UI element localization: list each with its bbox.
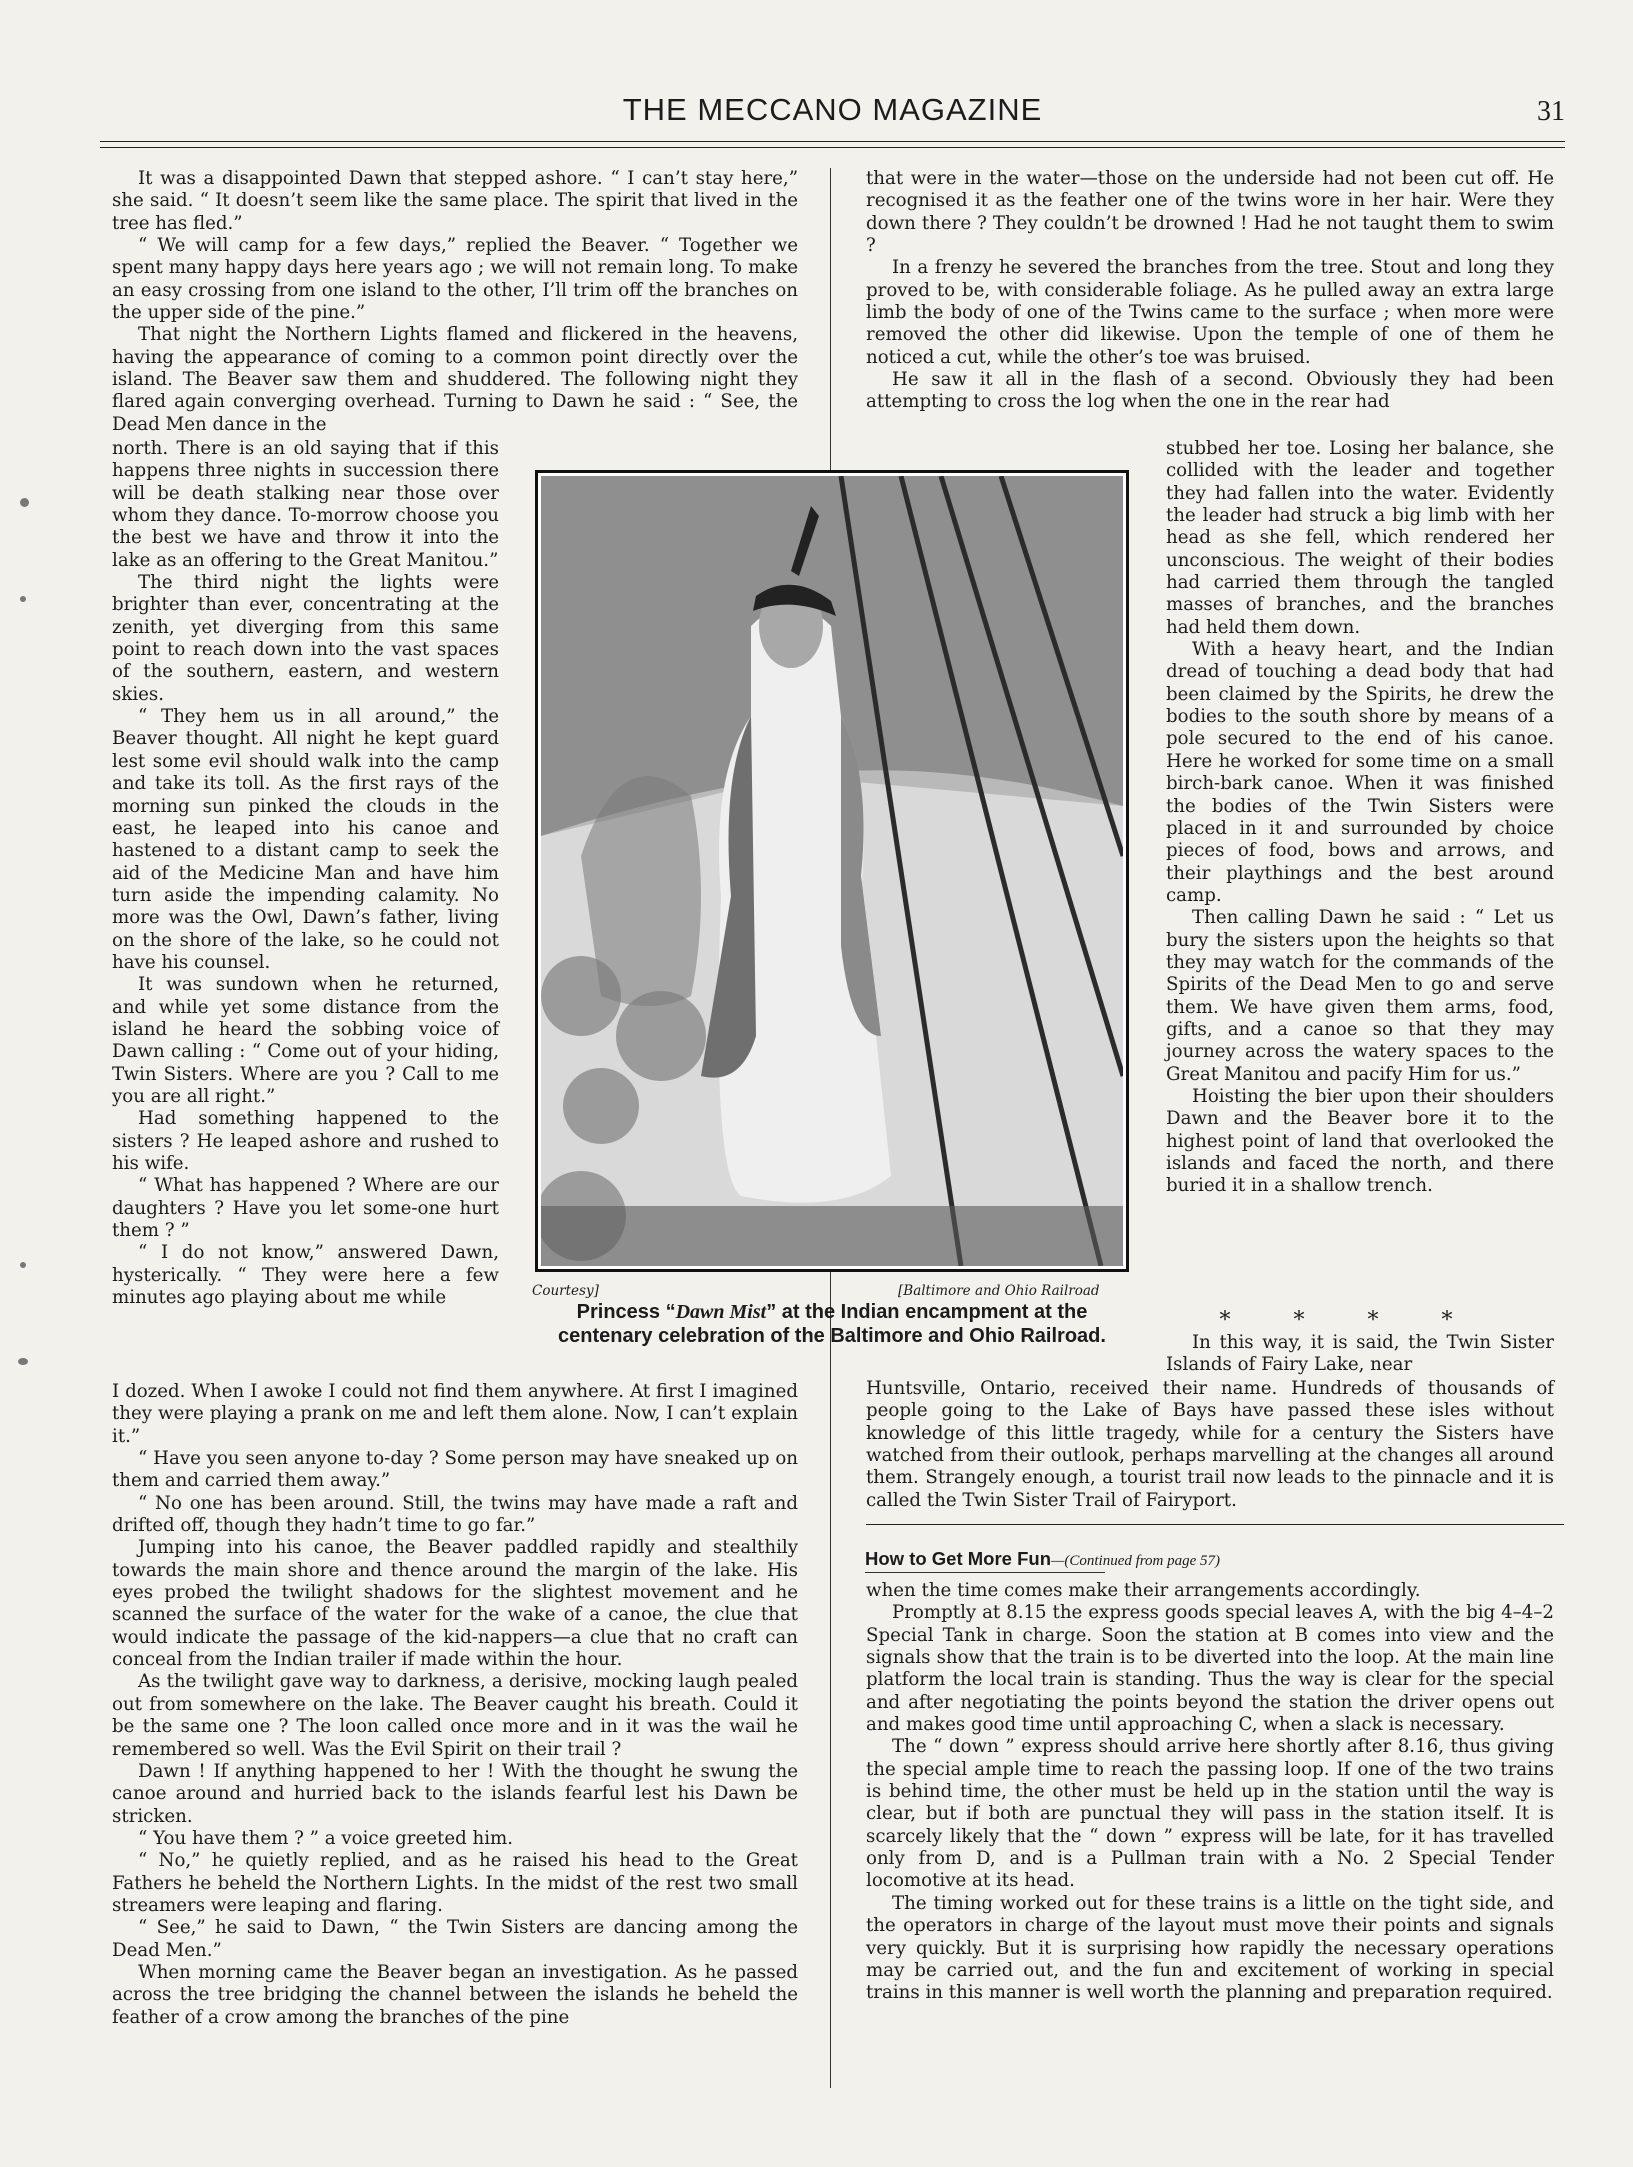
section-subtitle: —(Continued from page 57)	[1051, 1553, 1221, 1569]
paragraph: stubbed her toe. Losing her balance, she collided with the leader and together they had fallen into the water. Evidently the leader had struck a big limb with her head as she fell, which rendered her unconscious. The weight of their bodies had carried them through the tangled masses of branches, and the branches had held them down.	[1166, 438, 1554, 638]
photo-caption	[530, 1300, 1134, 1348]
paragraph: north. There is an old saying that if this happens three nights in succession there will be death stalking near those over whom they dance. To-morrow choose you the best we have and throw it into the lake as an offering to the Great Manitou.”	[112, 438, 499, 571]
scan-mark	[20, 596, 26, 602]
paragraph: “ I do not know,” answered Dawn, hysterically. “ They were here a few minutes ago playing about me while	[112, 1242, 499, 1309]
scan-mark	[18, 1358, 28, 1365]
paragraph: It was a disappointed Dawn that stepped ashore. “ I can’t stay here,” she said. “ It doesn’t seem like the same place. The spirit that lived in the tree has fled.”	[112, 168, 798, 234]
photo-illustration	[541, 476, 1123, 1266]
paragraph: Jumping into his canoe, the Beaver paddled rapidly and stealthily towards the main shore and thence around the margin of the lake. His eyes probed the twilight shadows for the slightest movement and he scanned the surface of the water for the wake of a canoe, the clue that would indicate the passage of the kid-nappers—a clue that no craft can conceal from the Indian trailer if made within the hour.	[112, 1537, 798, 1671]
paragraph: He saw it all in the flash of a second. Obviously they had been attempting to cross the log when the one in the rear had	[866, 369, 1554, 413]
paragraph: The timing worked out for these trains is a little on the tight side, and the operators in charge of the layout must move their points and signals very quickly. But it is surprising how rapidly the necessary operations may be carried out, and the fun and excitement of working in special trains in this manner is well worth the planning and preparation required.	[866, 1892, 1554, 2004]
paragraph: when the time comes make their arrangements accordingly.	[866, 1580, 1421, 1601]
page-header	[100, 92, 1565, 132]
paragraph: As the twilight gave way to darkness, a derisive, mocking laugh pealed out from somewhere on the lake. The Beaver caught his breath. Could it be the same one ? The loon called once more and in it was the wail he remembered so well. Was the Evil Spirit on their trail ?	[112, 1671, 798, 1760]
paragraph: The third night the lights were brighter than ever, concentrating at the zenith, yet diverging from this same point to reach down into the vast spaces of the southern, eastern, and western skies.	[112, 572, 499, 705]
left-column-narrow	[112, 438, 499, 1309]
section-separator	[866, 1524, 1564, 1525]
section-title-text: How to Get More Fun	[865, 1548, 1052, 1569]
paragraph: I dozed. When I awoke I could not find them anywhere. At first I imagined they were playing a prank on me and left them alone. Now, I can’t explain it.”	[112, 1381, 798, 1447]
paragraph: Then calling Dawn he said : “ Let us bury the sisters upon the heights so that they may watch for the commands of the Spirits of the Dead Men to go and serve them. We have given them arms, food, gifts, and a canoe so that they may journey across the watery spaces to the Great Manitou and pacify Him for us.”	[1166, 907, 1554, 1085]
section-title-underline	[865, 1572, 1105, 1573]
section-title	[865, 1548, 1220, 1570]
left-column-top	[112, 168, 798, 436]
right-column-after-stars	[866, 1378, 1554, 1512]
paragraph: That night the Northern Lights flamed and flickered in the heavens, having the appearance of coming to a common point directly over the island. The Beaver saw them and shuddered. The following night they flared again converging overhead. Turning to Dawn he said : “ See, the Dead Men dance in the	[112, 324, 798, 435]
section-break-stars: * * * *	[1219, 1308, 1481, 1333]
right-column-narrow	[1166, 438, 1554, 1198]
paragraph: The “ down ” express should arrive here shortly after 8.16, thus giving the special ample time to reach the passing loop. If one of the two trains is behind time, the other must be held up in the station until the way is clear, but if both are punctual they will pass in the station itself. It is scarcely likely that the “ down ” express will be late, for it has travelled only from D, and is a Pullman train with a No. 2 Special Tender locomotive at its head.	[866, 1736, 1554, 1892]
caption-name: Dawn Mist	[675, 1301, 767, 1323]
paragraph: Hoisting the bier upon their shoulders Dawn and the Beaver bore it to the highest point of land that overlooked the islands and faced the north, and there buried it in a shallow trench.	[1166, 1085, 1554, 1197]
photo-frame	[535, 470, 1129, 1272]
page-number: 31	[1537, 96, 1565, 127]
paragraph: With a heavy heart, and the Indian dread of touching a dead body that had been claimed by the Spirits, he drew the bodies to the south shore by means of a pole secured to the end of his canoe. Here he worked for some time on a small birch-bark canoe. When it was finished the bodies of the Twin Sisters were placed in it and surrounded by choice pieces of food, bows and arrows, and their playthings and the best around camp.	[1166, 639, 1554, 906]
paragraph: When morning came the Beaver began an investigation. As he passed across the tree bridging the channel between the islands he beheld the feather of a crow among the branches of the pine	[112, 1961, 798, 2028]
paragraph: “ We will camp for a few days,” replied the Beaver. “ Together we spent many happy days here years ago ; we will not remain long. To make an easy crossing from one island to the other, I’ll trim off the branches on the upper side of the pine.”	[112, 235, 798, 324]
paragraph: Promptly at 8.15 the express goods special leaves A, with the big 4–4–2 Special Tank in charge. Soon the station at B comes into view and the signals show that the train is to be diverted into the loop. At the main line platform the local train is standing. Thus the way is clear for the special and after negotiating the points beyond the station the driver opens out and makes good time until approaching C, when a slack is necessary.	[866, 1602, 1554, 1736]
paragraph: Dawn ! If anything happened to her ! With the thought he swung the canoe around and hurried back to the islands fearful lest his Dawn be stricken.	[112, 1760, 798, 1827]
section-body	[866, 1580, 1554, 2005]
paragraph: that were in the water—those on the underside had not been cut off. He recognised it as the feather one of the twins wore in her hair. Were they down there ? They couldn’t be drowned ! Had he not taught them to swim ?	[866, 168, 1554, 257]
left-column-bottom	[112, 1381, 798, 2029]
paragraph: “ See,” he said to Dawn, “ the Twin Sisters are dancing among the Dead Men.”	[112, 1917, 798, 1961]
caption-rest: ” at the Indian encampment at the centenary celebration of the Baltimore and Ohio Railroad.	[558, 1301, 1106, 1347]
header-rule-bottom	[100, 147, 1565, 148]
caption-prefix: Princess “	[576, 1301, 676, 1323]
header-rule-top	[100, 141, 1565, 142]
photo-credit-left: Courtesy]	[532, 1283, 599, 1299]
photo-credit-right: [Baltimore and Ohio Railroad	[898, 1283, 1100, 1299]
right-column-top	[866, 168, 1554, 414]
right-column-after-stars-narrow	[1166, 1332, 1554, 1377]
paragraph: “ No one has been around. Still, the twins may have made a raft and drifted off, though they hadn’t time to go far.”	[112, 1492, 798, 1537]
paragraph: Had something happened to the sisters ? He leaped ashore and rushed to his wife.	[112, 1108, 499, 1174]
paragraph: “ What has happened ? Where are our daughters ? Have you let some-one hurt them ? ”	[112, 1175, 499, 1242]
paragraph: It was sundown when he returned, and while yet some distance from the island he heard the sobbing voice of Dawn calling : “ Come out of your hiding, Twin Sisters. Where are you ? Call to me you are all right.”	[112, 974, 499, 1107]
paragraph: “ Have you seen anyone to-day ? Some person may have sneaked up on them and carried them away.”	[112, 1448, 798, 1492]
paragraph: “ You have them ? ” a voice greeted him.	[138, 1827, 514, 1849]
paragraph: Huntsville, Ontario, received their name. Hundreds of thousands of people going to the Lake of Bays have passed these isles without knowledge of this little tragedy, while for a century the Sisters have watched from their outlook, perhaps marvelling at the changes all around them. Strangely enough, a tourist trail now leads to the pinnacle and it is called the Twin Sister Trail of Fairyport.	[866, 1378, 1554, 1511]
scan-mark	[20, 498, 29, 507]
scan-mark	[20, 1262, 26, 1268]
paragraph: “ They hem us in all around,” the Beaver thought. All night he kept guard lest some evil should walk into the camp and take its toll. As the first rays of the morning sun pinked the clouds in the east, he leaped into his canoe and hastened to a distant camp to seek the aid of the Medicine Man and have him turn aside the impending calamity. No more was the Owl, Dawn’s father, living on the shore of the lake, so he could not have his counsel.	[112, 706, 499, 973]
magazine-title: THE MECCANO MAGAZINE	[622, 92, 1043, 127]
paragraph: In a frenzy he severed the branches from the tree. Stout and long they proved to be, with considerable foliage. As he pulled away an extra large limb the body of one of the Twins came to the surface ; when more were removed the other did likewise. Upon the temple of one of them he noticed a cut, while the other’s toe was bruised.	[866, 257, 1554, 368]
photograph-princess-dawn-mist	[541, 476, 1123, 1266]
paragraph: “ No,” he quietly replied, and as he raised his head to the Great Fathers he beheld the Northern Lights. In the midst of the rest two small streamers were leaping and flaring.	[112, 1850, 798, 1916]
paragraph: In this way, it is said, the Twin Sister Islands of Fairy Lake, near	[1166, 1332, 1554, 1376]
